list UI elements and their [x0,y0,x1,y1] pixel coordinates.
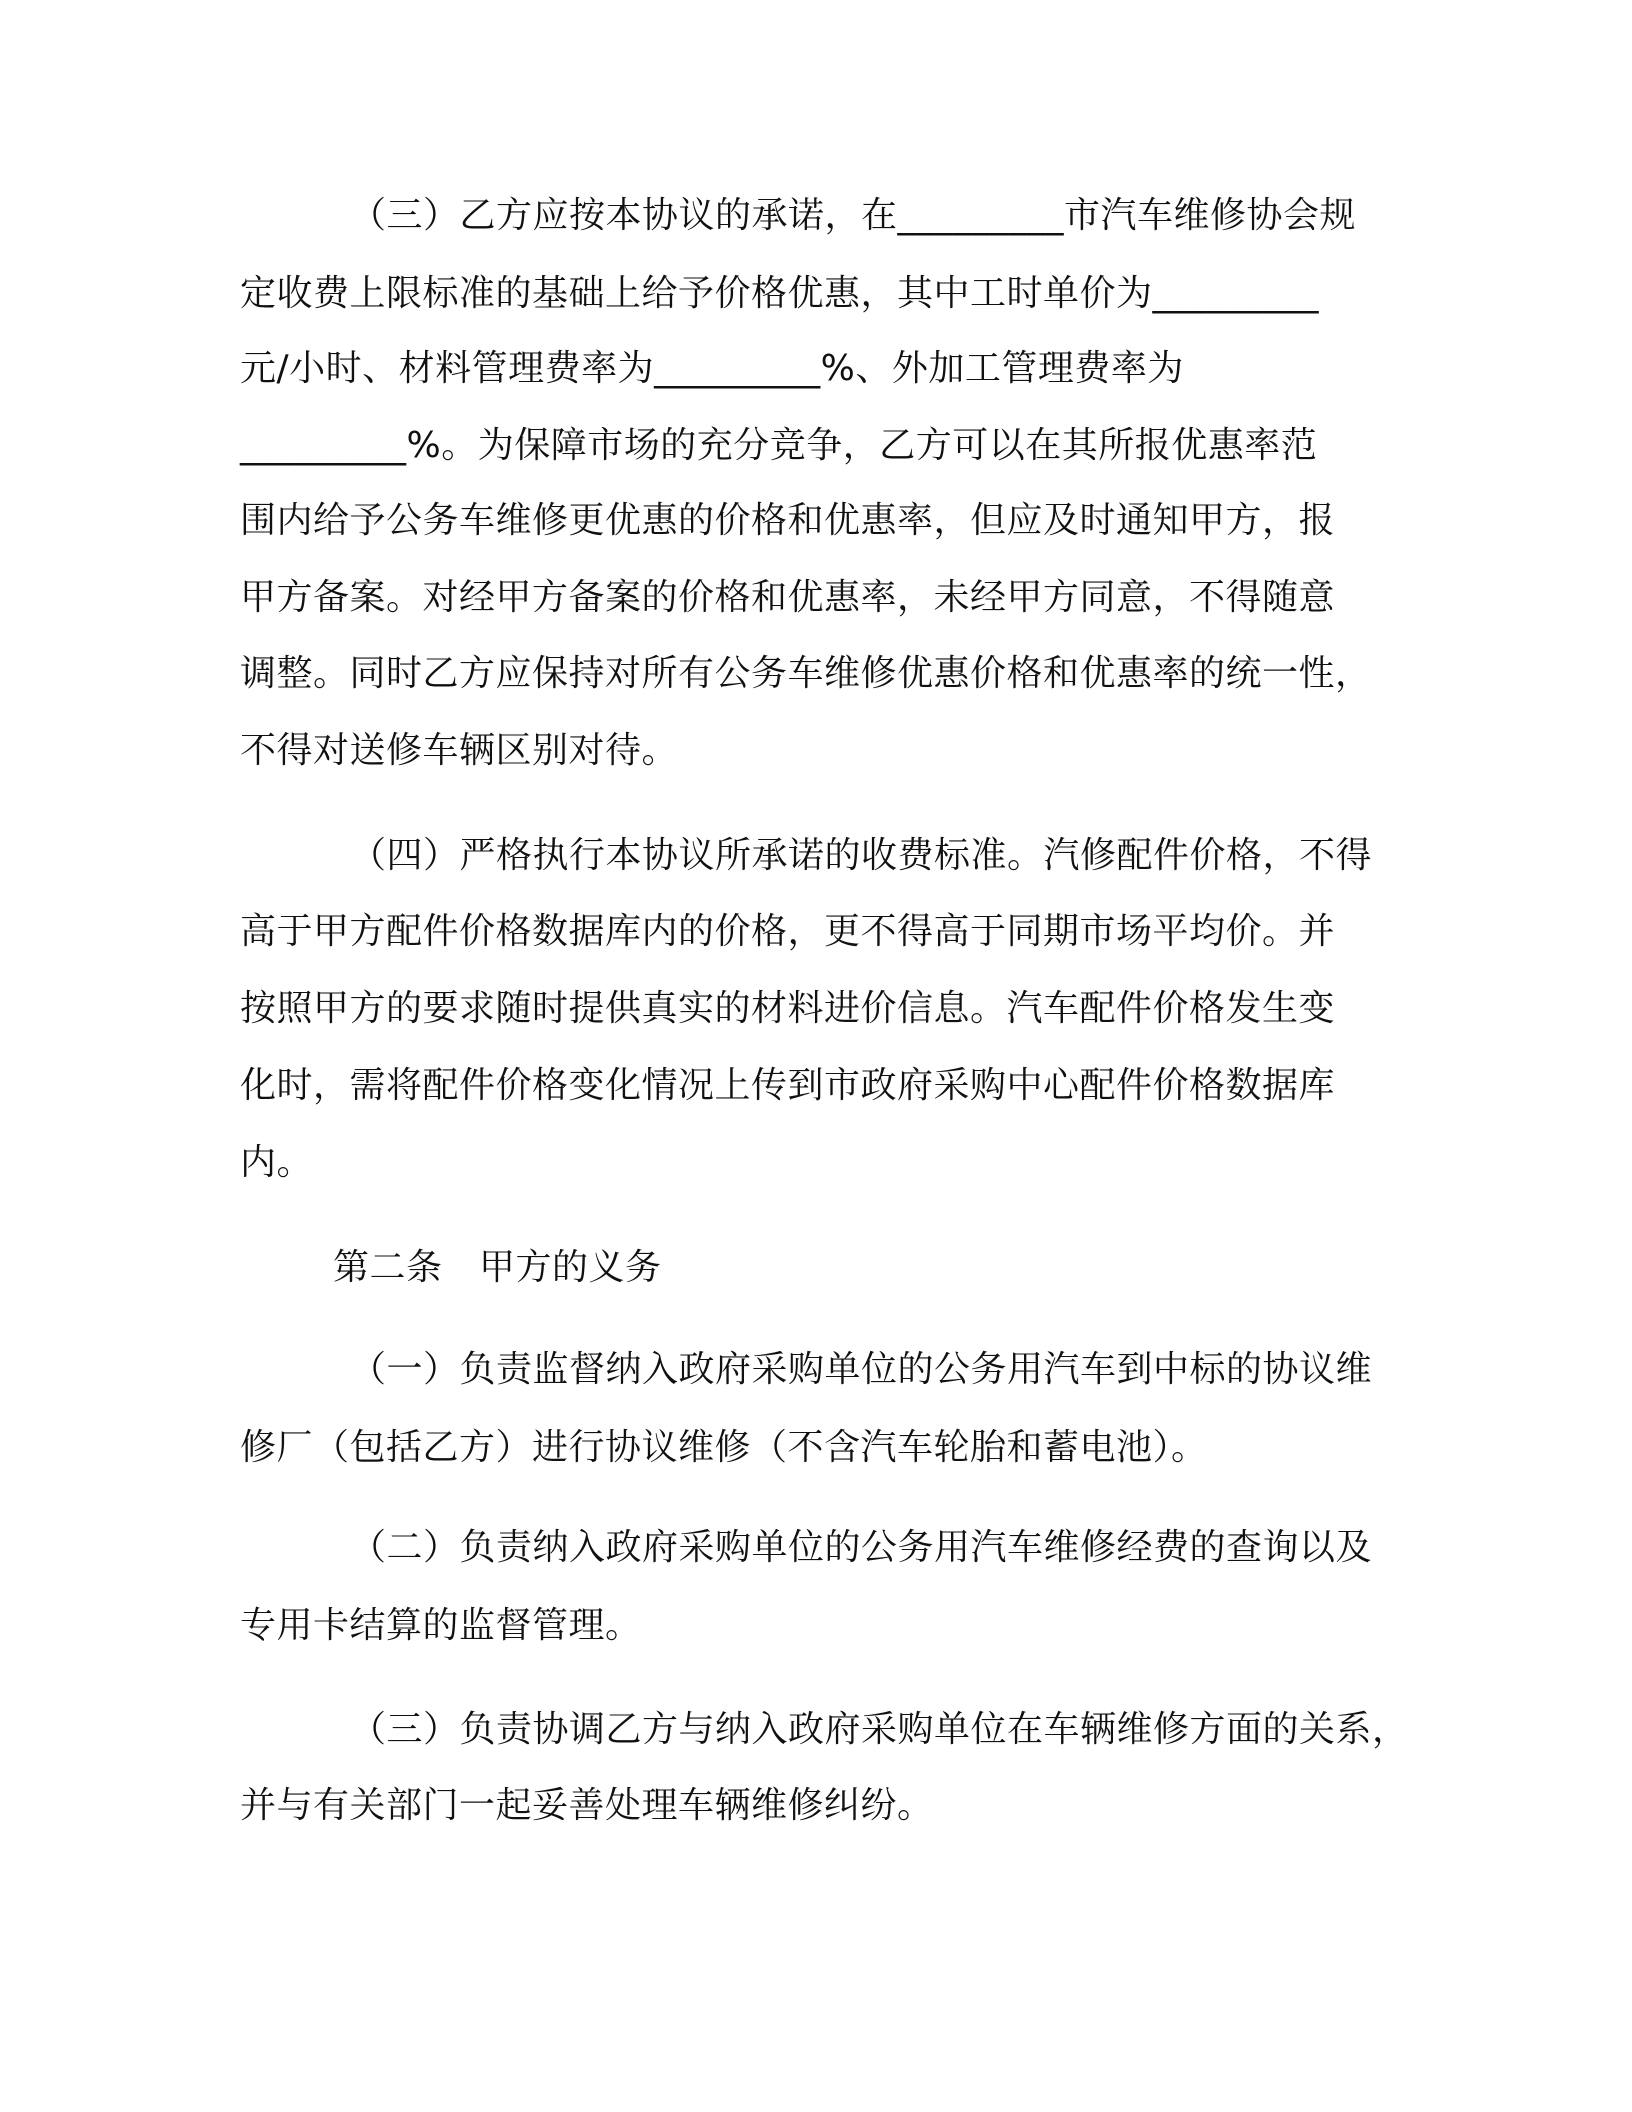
clause4-line-2: 高于甲方配件价格数据库内的价格，更不得高于同期市场平均价。并 [240,911,1336,952]
clause4-line-3: 按照甲方的要求随时提供真实的材料进价信息。汽车配件价格发生变 [240,988,1336,1029]
clause3-line-7: 调整。同时乙方应保持对所有公务车维修优惠价格和优惠率的统一性， [240,653,1372,694]
clause4-line-5: 内。 [240,1142,314,1183]
article2-item2-line-1: （二）负责纳入政府采购单位的公务用汽车维修经费的查询以及 [350,1527,1373,1568]
clause4-line-4: 化时，需将配件价格变化情况上传到市政府采购中心配件价格数据库 [240,1065,1336,1106]
article2-heading: 第二条 甲方的义务 [333,1247,662,1288]
clause3-line-5: 围内给予公务车维修更优惠的价格和优惠率，但应及时通知甲方，报 [240,500,1336,541]
article2-item3-line-1: （三）负责协调乙方与纳入政府采购单位在车辆维修方面的关系， [350,1709,1409,1750]
article2-item2-line-2: 专用卡结算的监督管理。 [240,1605,642,1646]
clause3-line-3: 元/小时、材料管理费率为_________%、外加工管理费率为 [240,348,1184,389]
clause3-line-4: _________%。为保障市场的充分竞争，乙方可以在其所报优惠率范 [240,425,1318,466]
clause3-line-2: 定收费上限标准的基础上给予价格优惠，其中工时单价为_________ [240,273,1320,314]
clause3-line-6: 甲方备案。对经甲方备案的价格和优惠率，未经甲方同意，不得随意 [240,577,1336,618]
clause3-line-1: （三）乙方应按本协议的承诺，在_________市汽车维修协会规 [350,195,1357,236]
article2-item3-line-2: 并与有关部门一起妥善处理车辆维修纠纷。 [240,1785,934,1826]
article2-item1-line-2: 修厂（包括乙方）进行协议维修（不含汽车轮胎和蓄电池）。 [240,1427,1208,1468]
article2-item1-line-1: （一）负责监督纳入政府采购单位的公务用汽车到中标的协议维 [350,1349,1373,1390]
clause3-line-8: 不得对送修车辆区别对待。 [240,730,679,771]
clause4-line-1: （四）严格执行本协议所承诺的收费标准。汽修配件价格，不得 [350,835,1373,876]
